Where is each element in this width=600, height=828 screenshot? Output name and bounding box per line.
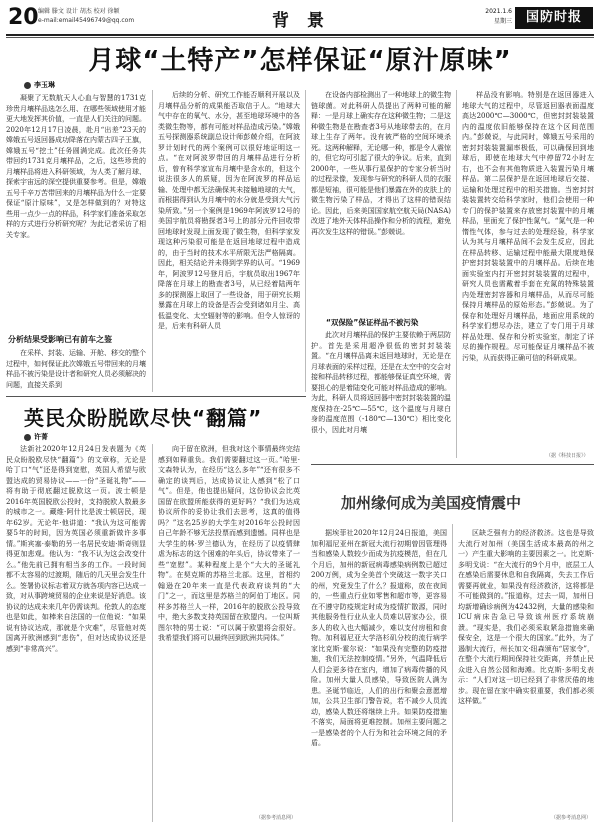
masthead	[6, 4, 594, 36]
email-line: e-mail:email45496749@qq.com	[38, 17, 135, 24]
paragraph: 样品没有影响。特别是在返回器进入地球大气的过程中，尽管返回器表面温度高达2000℃—3000℃，但密封封装装置内的温度依旧能够保持在这个区间范围内。”彭兢说，与此同时，嫦娥五号采用的密封封装装置漏率极低，可以确保回到地球后，即使在地球大气中停留72小时左右，也不会有其他物质进入装置污染月壤样品。第二层保护是在返回地球后交接、运输和处理过程中的相关措施。当密封封装装置转交给科学家时，他们会使用一种专门的保护装置来存放密封装置中的月壤样品，里面充了保护性氮气。“氮气是一种惰性气体，参与过去的处理经验，科学家认为其与月壤样品间不会发生反应，因此在样品转移、运输过程中能最大限度地保护密封封装装置中的月壤样品。后续在地面实验室内打开密封封装装置的过程中，研究人员也需戴着手套在充氮的特殊装置内处理密封容器和月壤样品，从而尽可能保持月壤样品的原始形态。”彭兢说。为了保存和处理好月壤样品，地面应用系统的科学家们想尽办法，建立了专门用于月球样品处理、保存和分析实验室，制定了详尽的操作规程。尽可能保证月壤样品不被污染，从而获得正确可信的科研成果。	[462, 91, 594, 362]
editor-info	[38, 7, 134, 25]
article1-source: （据《科技日报》）	[546, 453, 589, 459]
article2-byline	[24, 432, 48, 442]
article1-byline	[24, 80, 55, 90]
column-divider	[456, 90, 457, 458]
article2-source: （据参考消息网）	[256, 815, 297, 821]
paragraph: 凝聚了无数航天人心血与智慧的1731克珍贵月壤样品选怎么用、在哪些领域使用才能更大地发挥其价值，一直是人们关注的问题。 2020年12月17日凌晨，赴月“出差”23天的嫦娥五号返回器成功降落在内蒙古四子王旗，嫦娥五号“挖土”任务圆满完成。此次任务共带回约1731克月壤样品，之后，这些珍贵的月壤样品将进入科研领域，为人类了解月球、探索宇宙远的深空提供重要参考。但是，嫦娥五号千辛万苦带回来的月壤样品为什么一定要保证“原汁原味”，又是怎样做到的？对特这些用一点少一点的样品，科学家们准备采取怎样的方式进行分析研究呢？为此记者采访了相关专家。	[6, 94, 146, 239]
paragraph: 后续的分析、研究工作能否顺利开展以及月壤样品分析的成果能否取信于人。“地球大气中存在的氧气、水分，甚至地球环境中的各类微生物等，都有可能对样品造成污染。”嫦娥五号探测器系统副总设计师彭兢介绍，在阿波罗计划时代的两个案例可以很好地证明这一点。“在对阿波罗带回的月壤样品进行分析后，曾有科学家宣布月壤中是含水的，但这个说法很多人的质疑，因为在阿波罗的样品运输、处理中都无法确保其未接触地球的大气，而根据得到认为月壤中的水分就是受到大气污染所致。”另一个案例是1969年阿波罗12号的美国宇航员将勘探者3号上的部分元件回收带回地球时发现上面发现了微生物，但科学家发现这种污染很可能是在返回地球过程中造成的，由于当时的技术水平所限无法严格隔离。因此，相关结论并未得到学界的认可。“1969年，阿波罗12号登月后，宇航员取出1967年降落在月球上的勘查者3号，从已经着陆两年多的探测器上取回了一些设备，用于研究长期暴露在月球上的设备是否会受到诸如月尘、高低温变化、太空辐射等的影响。但令人惊讶的是，后来有科研人员	[158, 91, 300, 330]
section-rule	[6, 396, 306, 397]
newspaper-logo: 国防时报	[515, 7, 593, 29]
section-title: 背 景	[272, 11, 330, 31]
article1-column-4	[462, 90, 594, 450]
article2-column-2	[158, 444, 300, 810]
issue-date	[484, 7, 512, 27]
author-name: 许菁	[34, 433, 48, 441]
paragraph: 在采样、封装、运输、开舱、移交的整个过程中，如何保证此次嫦娥五号带回来的月壤样品不被污染是设计者和研究人员必须解决的问题，直接关系到	[6, 349, 146, 389]
article1-subheading-2: “双保险”保证样品不被污染	[326, 318, 419, 327]
newspaper-page	[6, 4, 594, 824]
article1-subheading-1: 分析结果受影响已有前车之鉴	[8, 335, 112, 344]
article3-source: （据参考消息网）	[551, 815, 592, 821]
page-number: 20	[8, 5, 39, 30]
article2-headline: 英民众盼脱欧尽快“翻篇”	[24, 406, 263, 430]
author-icon	[24, 82, 31, 89]
paragraph: 此次对月壤样品的保护主要依赖于两层防护。首先是采用超净很低的密封封装装置。“在月壤样品离未返回地球时，无论是在月球表面的采样过程，还是在太空中的交会对接和样品转移过程，都能够保证真空环境，需要担心的是着陆变化可能对样品造成的影响。为此，科研人员将返回器中密封封装装置的温度保持在-25℃—55℃，这个温度与月球白身的温度范围（-180℃—130℃）相比变化很小，因此对月壤	[311, 331, 451, 434]
article2-column-1	[6, 444, 146, 822]
paragraph: 向于留在欧洲，但我对这个事情最终完结感到如释重负。我们需要翻过这一页。”哈里·文森特认为，在经历“这么多年”“还有很多不确定的谈判后，达成协议让人感到“松了口气”。但是，他也提出疑问，这份协议会比英国留在欧盟所能获得的更好吗？“我们为达成协议所作的妥协让我们去思考，这真的值得吗？”这名25岁的大学生对2016年公投时因自己年龄不够无法投票而感到遗憾。同样也是大学生的林·罗兰德认为，在经历了以疫情肆虐为标志的这个困难的年头后，协议带来了一些“宽慰”。某种程度上是个“大大的圣诞礼物”。在契克斯的苏格兰北部。这里，首相约翰逊在20年来一直是代表政府谈判的“大门”之一，而这里是苏格兰的阿伯丁地区。同样多苏格兰人一样，2016年的脱欧公投导致中，绝大多数支持英国留在欧盟内。一位叫斯图尔特的男士说：“可以属于欧盟将会很好。我希望我们将可以最终回到欧洲共同体。”	[158, 445, 300, 642]
column-divider	[152, 90, 153, 392]
date-value: 2021.1.6	[485, 8, 512, 15]
masthead-rule	[6, 37, 594, 38]
column-divider	[152, 444, 153, 822]
article1-column-3	[311, 90, 451, 315]
weekday: 星期三	[493, 18, 512, 25]
author-name: 李玉琳	[34, 81, 55, 89]
article3-headline: 加州缘何成为美国疫情震中	[341, 494, 522, 512]
article1-column-3b	[311, 330, 451, 458]
paragraph: 法新社2020年12月24日发表题为《英民众盼脱欧尽快“翻篇”》的文章称，无论是哈丁口“气”还是得到宽慰，英国人希望与欧盟达成的贸易协议——一份“圣诞礼物”——将有助于彻底翻过脱欧这一页。波士顿是2016年英国脱欧公投时，支持脱欧人数最多的城市之一。藏维·阿什比是波士顿居民，现年62岁。无论年·他讲道：“我认为这可能需要5年的时间，因为英国必须重新做许多事情。”斯宾塞·泰勒的另一名居民安迪·斯奇则显得更加悲观。他认为：“我不认为这会改变什么。”他先前已拥有相当多的工作。一段时间都不太容易的过渡期，随后的几天里会发生什么。签署协议标志着双方就各项内容已达成一致，对从事跨境贸易的企业来说是好消息。该协议的达成未来几年仍需谈判。伦敦人的态度也是如此，如棒来自法国的一位他说：“如果说有协议达成，那就是个灾难”，尽管他对英国离开欧洲感到“悲伤”，但对达成协议还是感到“非常高兴”。	[6, 445, 146, 653]
paragraph: 区缺乏强有力的经济救济。这也是导致大流行对加州（美国生活成本最高的州之一）产生重大影响的主要因素之一。比克斯·多明戈说：“在大流行的9个月中，底层工人在感染后需要休息和自我隔离，失去工作后需要再就业，如果没有经济救济，这将都是不可能做到的。”报道称，过去一周，加州日均新增确诊病例为42432例，大量的感染和ICU病床告急已导致该州医疗系统崩溃。“现实是，我们必须采取紧急措施来确保安全，这是一个很大的国家。”此外，为了遏制大流行，州长加文·纽森颁布“居家令”，在整个大流行期间保持社交距离，并禁止民众进入自然公园和海滩。比克斯·多明戈表示：“人们对这一切已经到了非常厌倦的地步。现在留在家中确实很重要，我们都必须这样做。”	[458, 529, 594, 705]
article3-column-1	[311, 528, 447, 822]
author-icon	[24, 434, 31, 441]
article3-column-2	[458, 528, 594, 810]
paragraph: 在设备内部检测出了一种地球上的微生物链球菌。对此科研人员提出了两种可能的解释：一是月球上确实存在这种微生物；二是这种微生物是在勘查者3号从地球带去的，在月球上生存了两年。没有被严格的空间环境杀死。这两种解释，无论哪一种，都是令人震惊的，但它均可引起了很大的争议。后来，直到2000年，一些从事行星保护的专家分析当时的过程录像，发现参与研究的科研人员的衣服都是短袖，很可能是他们暴露在外的皮肤上的微生物污染了样品，才得出了这样的错误结论。因此，后来美国国家航空航天局(NASA)改进了地外天体样品操作和分析的流程，避免再次发生这样的错误。”彭兢说。	[311, 91, 451, 236]
column-divider	[452, 524, 453, 822]
article1-column-1	[6, 93, 146, 330]
article1-headline: 月球“土特产”怎样保证“原汁原味”	[88, 46, 512, 76]
section-rule	[311, 464, 594, 465]
article1-column-2	[158, 90, 300, 392]
paragraph: 据埃菲社2020年12月24日报道，美国加利福尼亚州在新冠大流行初期曾因管理得当和感染人数较少而成为抗疫模范，但在几个月后，加州的新冠病毒感染病例数已超过200万例，成为全美首个突破这一数字关口的州，究竟发生了什么？报道称，放在夜间的，一些重点行业如零售和超市等，更容易在不遵守防疫规定时成为疫情扩散源，同时其他服务性行业从业人员难以居家办公，很多人的收入也大幅减少，难以支付房租和食物。加利福尼亚大学洛杉矶分校的流行病学家比克斯·霍尔说：“如果没有完整的防疫措施，我们无法控制疫情。”另外，气温降低后人们会更多待在室内，增加了病毒传播的风险。加州大量人员感染，导致医院人满为患。圣诞节临近，人们的出行和聚会意愿增加，公共卫生部门警告说，若不减少人员流动，感染人数还将继续上升。如果防疫措施不落实，局面将更难控制。加州主要问题之一是感染者的个人行为和社会环境之间的矛盾。	[311, 529, 447, 747]
editor-line: 编辑 滕文 设计 胡杰 校对 徐颖	[38, 8, 120, 15]
column-divider	[305, 90, 306, 392]
article1-column-1b	[6, 348, 146, 392]
